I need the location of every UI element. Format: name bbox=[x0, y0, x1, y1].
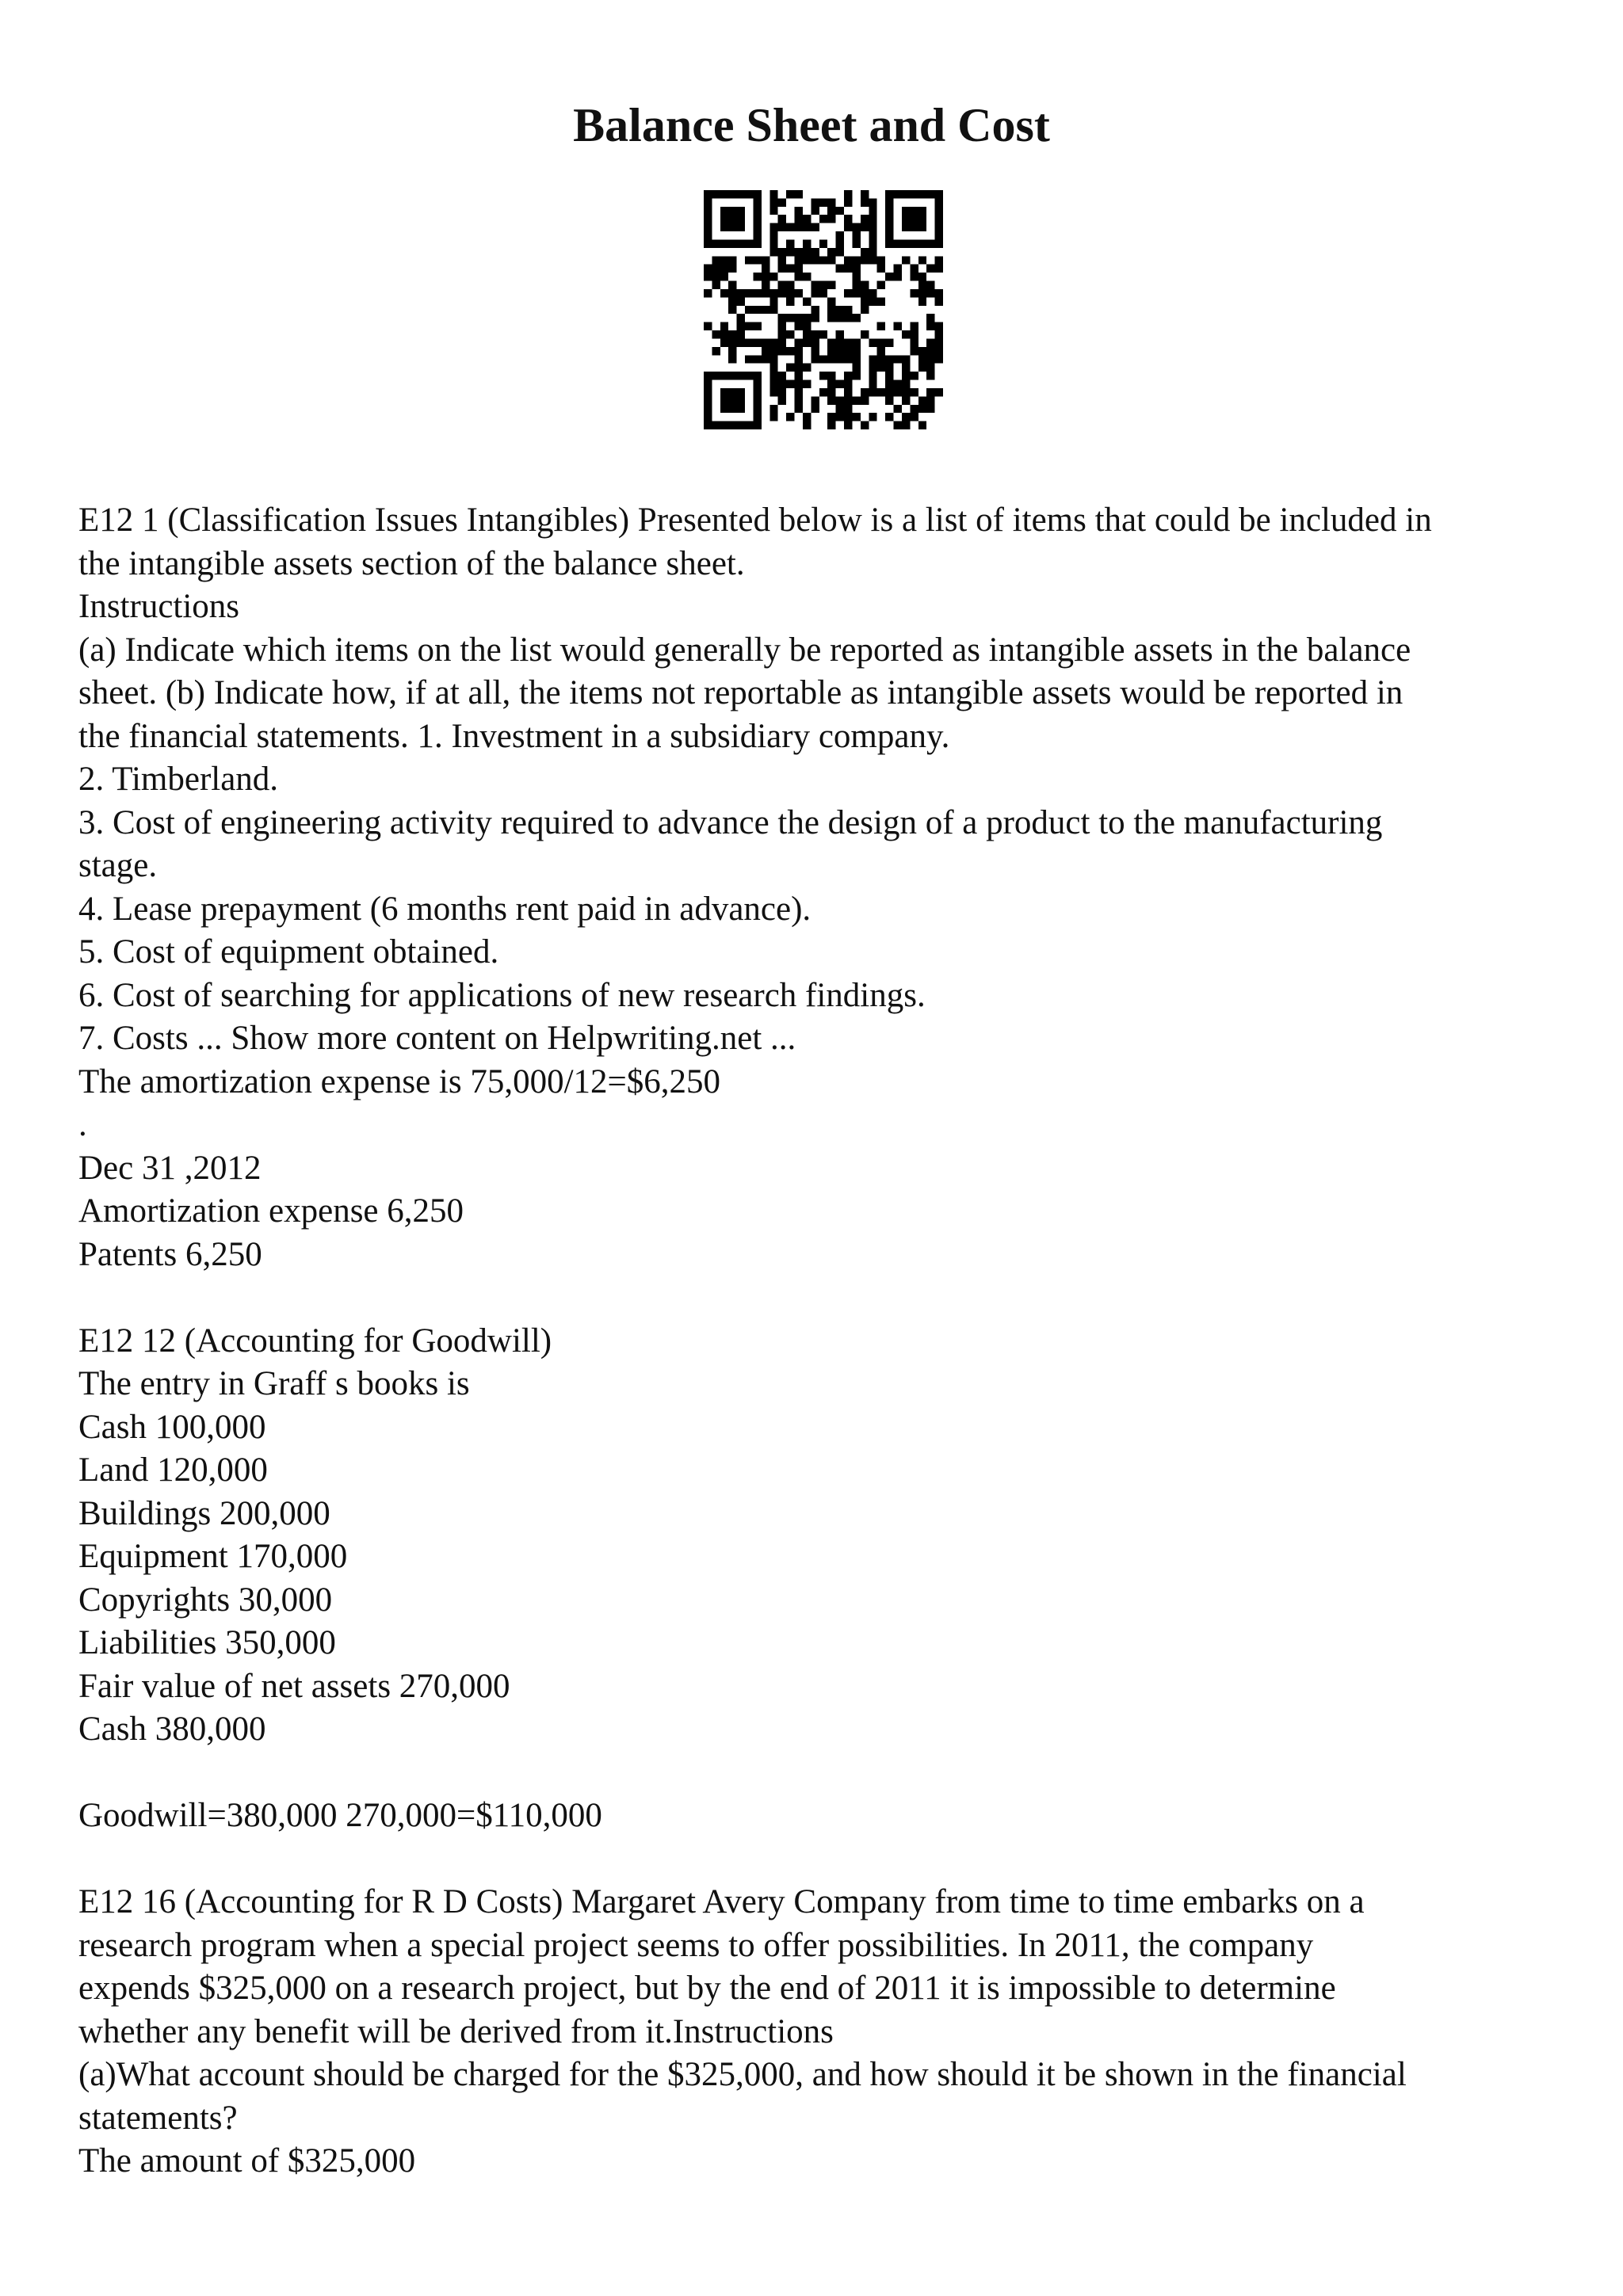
text-line: E12 16 (Accounting for R D Costs) Margaret Avery Company from time to time embarks on a bbox=[78, 1883, 1365, 1920]
text-line: (a)What account should be charged for the $325,000, and how should it be shown in the financial bbox=[78, 2056, 1407, 2093]
text-line: Goodwill=380,000 270,000=$110,000 bbox=[78, 1797, 602, 1834]
text-line: stage. bbox=[78, 847, 158, 884]
text-line: 3. Cost of engineering activity required to advance the design of a product to the manufacturing bbox=[78, 803, 1383, 841]
text-line: (a) Indicate which items on the list would generally be reported as intangible assets in the balance bbox=[78, 631, 1411, 669]
text-line: the intangible assets section of the balance sheet. bbox=[78, 544, 745, 582]
text-line: 6. Cost of searching for applications of new research findings. bbox=[78, 976, 926, 1014]
text-line: 4. Lease prepayment (6 months rent paid in advance). bbox=[78, 890, 812, 928]
text-line: statements? bbox=[78, 2099, 238, 2137]
text-line: . bbox=[78, 1106, 87, 1143]
text-line: expends $325,000 on a research project, but by the end of 2011 it is impossible to determine bbox=[78, 1970, 1336, 2007]
text-line: Instructions bbox=[78, 588, 240, 625]
text-line: The amortization expense is 75,000/12=$6,250 bbox=[78, 1062, 721, 1100]
text-line: 5. Cost of equipment obtained. bbox=[78, 933, 499, 971]
text-line: the financial statements. 1. Investment in a subsidiary company. bbox=[78, 717, 950, 755]
text-line: Buildings 200,000 bbox=[78, 1494, 330, 1532]
text-line: Liabilities 350,000 bbox=[78, 1624, 336, 1661]
text-line bbox=[78, 1838, 1568, 1882]
text-line: Amortization expense 6,250 bbox=[78, 1192, 464, 1230]
text-line: The entry in Graff s books is bbox=[78, 1365, 470, 1402]
text-line: research program when a special project seems to offer possibilities. In 2011, the company bbox=[78, 1926, 1314, 1964]
page-title: Balance Sheet and Cost bbox=[573, 99, 1050, 151]
text-line: Dec 31 ,2012 bbox=[78, 1149, 262, 1187]
text-line: 7. Costs ... Show more content on Helpwriting.net ... bbox=[78, 1020, 796, 1057]
text-line: The amount of $325,000 bbox=[78, 2142, 416, 2180]
text-line bbox=[78, 1752, 1568, 1795]
text-line: Copyrights 30,000 bbox=[78, 1581, 333, 1619]
qr-code-icon bbox=[704, 190, 943, 429]
text-line: Cash 380,000 bbox=[78, 1711, 266, 1748]
text-line: Equipment 170,000 bbox=[78, 1538, 348, 1575]
text-line: 2. Timberland. bbox=[78, 761, 279, 798]
text-line: sheet. (b) Indicate how, if at all, the items not reportable as intangible assets would be reported in bbox=[78, 674, 1403, 711]
text-line: Land 120,000 bbox=[78, 1451, 268, 1489]
text-line: E12 1 (Classification Issues Intangibles) Presented below is a list of items that could be included in bbox=[78, 502, 1432, 539]
text-line: Patents 6,250 bbox=[78, 1235, 262, 1273]
document-body bbox=[78, 499, 1568, 2183]
text-line: Cash 100,000 bbox=[78, 1408, 266, 1446]
text-line: Fair value of net assets 270,000 bbox=[78, 1667, 510, 1705]
text-line bbox=[78, 1276, 1568, 1320]
text-line: whether any benefit will be derived from it.Instructions bbox=[78, 2012, 834, 2050]
text-line: E12 12 (Accounting for Goodwill) bbox=[78, 1322, 552, 1360]
